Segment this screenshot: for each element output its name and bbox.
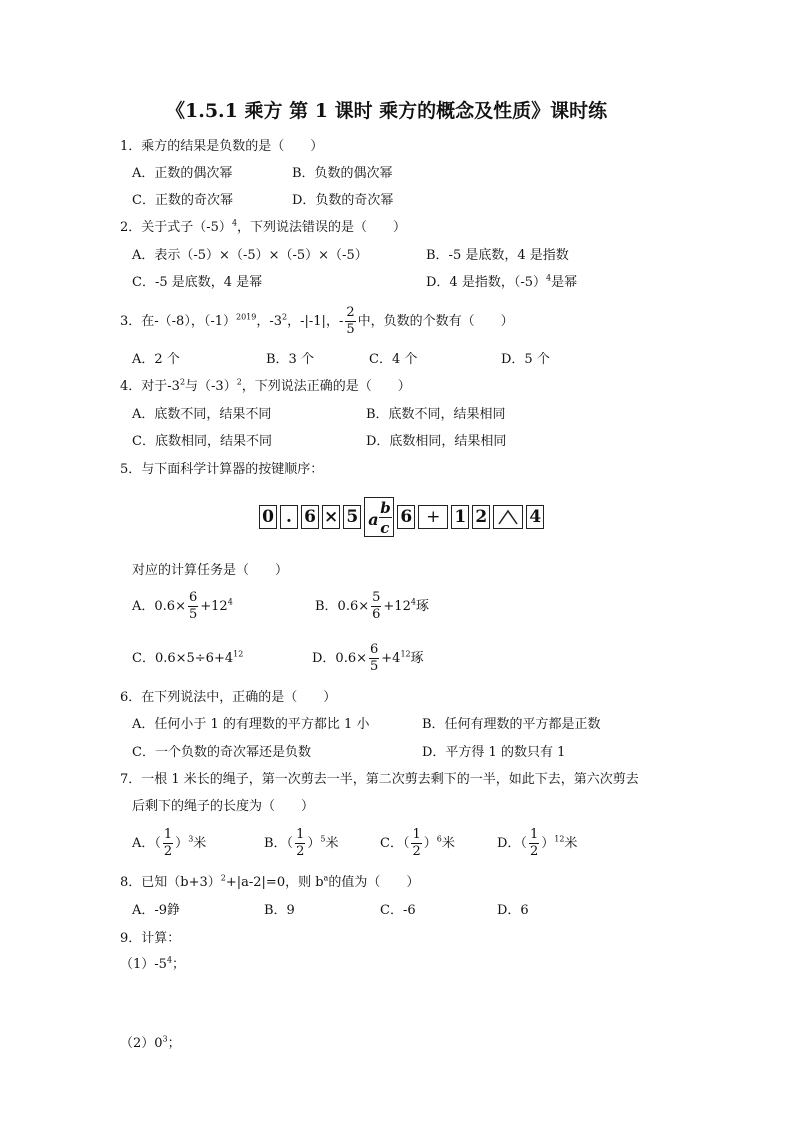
- q2-stem: 2．关于式子$(-5)^4$，下列说法错误的是（ ）: [120, 218, 407, 235]
- q4-option-b: B．底数不同，结果相同: [366, 407, 506, 422]
- q7-option-a: A．（ $\frac{1}{2}$ ）$^3$米: [132, 827, 207, 859]
- q6-option-c: C．一个负数的奇次幂还是负数: [132, 745, 311, 760]
- q8-option-b: B．9: [264, 903, 295, 918]
- q4-option-d: D．底数相同，结果相同: [366, 434, 507, 449]
- key-2: 2: [472, 505, 490, 529]
- q6-option-b: B．任何有理数的平方都是正数: [422, 717, 601, 732]
- key-plus: +: [418, 505, 448, 529]
- q5-option-a: A．0.6× $\frac{6}{5}$ $+12^4$: [132, 590, 233, 622]
- q4-option-c: C．底数相同，结果不同: [132, 434, 272, 449]
- q5-stem: 5．与下面科学计算器的按键顺序：: [120, 462, 324, 477]
- q7-stem-line2: 后剩下的绳子的长度为（ ）: [132, 799, 315, 814]
- key-1: 1: [451, 505, 469, 529]
- key-5: 5: [343, 505, 361, 529]
- q3-fraction: $\frac{2}{5}$: [346, 305, 355, 337]
- q6-stem: 6．在下列说法中，正确的是（ ）: [120, 690, 337, 705]
- q8-stem: 8．已知$(b+3)^2+|a-2|=0$，则 $b^a$的值为（ ）: [120, 873, 420, 890]
- q1-option-b: B．负数的偶次幂: [292, 166, 393, 181]
- calculator-key-sequence: [259, 497, 547, 537]
- q7-option-b: B．（ $\frac{1}{2}$ ）$^5$米: [264, 827, 339, 859]
- q7-stem-line1: 7．一根 1 米长的绳子，第一次剪去一半，第二次剪去剩下的一半，如此下去，第六次剪去: [120, 772, 639, 787]
- q2-option-b: B．-5 是底数，4 是指数: [426, 248, 569, 263]
- key-0: 0: [259, 505, 277, 529]
- key-decimal: .: [280, 505, 298, 529]
- q8-option-c: C．-6: [380, 903, 416, 918]
- q3-option-a: A．2 个: [132, 352, 180, 367]
- q5-option-d: D．0.6× $\frac{6}{5}$ $+4^{12}$琢: [312, 642, 424, 674]
- q5-option-b: B．0.6× $\frac{5}{6}$ $+12^4$琢: [315, 590, 429, 622]
- q9-part-1: $(1)-5^4$；: [120, 955, 186, 972]
- q8-option-d: D．6: [497, 903, 529, 918]
- q4-option-a: A．底数不同，结果不同: [132, 407, 272, 422]
- q3-option-c: C．4 个: [369, 352, 418, 367]
- key-6: 6: [301, 505, 319, 529]
- q3-option-b: B．3 个: [266, 352, 314, 367]
- q2-option-c: C．-5 是底数，4 是幂: [132, 275, 263, 290]
- q5-option-c: C．$0.6\times 5\div 6+4^{12}$: [132, 649, 244, 666]
- q1-stem: 1．乘方的结果是负数的是（ ）: [120, 139, 324, 154]
- q8-option-a: A．-9錚: [132, 903, 181, 918]
- q6-option-d: D．平方得 1 的数只有 1: [422, 745, 566, 760]
- q1-option-c: C．正数的奇次幂: [132, 193, 233, 208]
- key-4: 4: [526, 505, 544, 529]
- q3-option-d: D．5 个: [501, 352, 550, 367]
- q9-stem: 9．计算：: [120, 931, 181, 946]
- page-title: 《1.5.1 乘方 第 1 课时 乘方的概念及性质》课时练: [166, 100, 608, 122]
- q7-option-c: C．（ $\frac{1}{2}$ ）$^6$米: [380, 827, 455, 859]
- q4-stem: 4．对于$-3^2$与$(-3)^2$，下列说法正确的是（ ）: [120, 377, 411, 394]
- caret-power-icon: [493, 505, 523, 529]
- key-multiply: ×: [324, 507, 339, 527]
- q7-option-d: D．（ $\frac{1}{2}$ ）$^{12}$米: [497, 827, 578, 859]
- q1-option-d: D．负数的奇次幂: [292, 193, 394, 208]
- q1-option-a: A．正数的偶次幂: [132, 166, 233, 181]
- key-fraction-abc: a b c: [364, 497, 394, 537]
- q3-stem: 3．在-（-8），$(-1)^{2019}$，$-3^2$，-|-1|，- $\frac{2}{5}$ 中，负数的个数有（ ）: [120, 305, 514, 337]
- q2-option-a: A．表示（-5）×（-5）×（-5）×（-5）: [132, 248, 368, 263]
- q9-part-2: $(2)0^3$；: [120, 1034, 181, 1051]
- q2-option-d: D．4 是指数，$(-5)^4$是幂: [426, 273, 578, 290]
- q5-subtitle: 对应的计算任务是（ ）: [132, 563, 289, 578]
- q6-option-a: A．任何小于 1 的有理数的平方都比 1 小: [132, 717, 370, 732]
- key-6b: 6: [397, 505, 415, 529]
